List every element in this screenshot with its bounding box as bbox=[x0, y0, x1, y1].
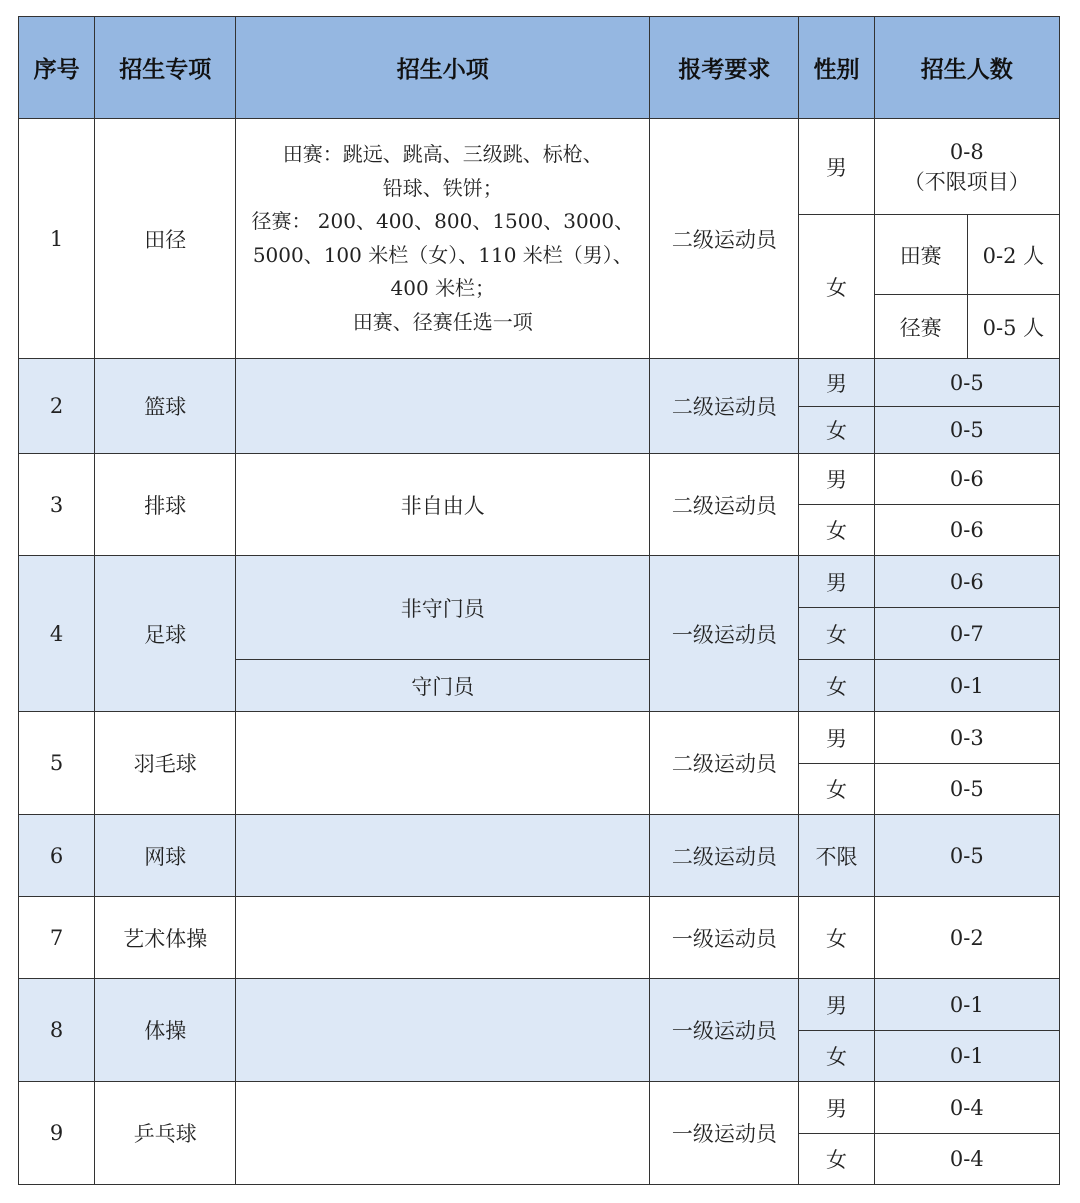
row-requirement: 一级运动员 bbox=[650, 979, 799, 1082]
row-sub-event: 田赛 bbox=[874, 215, 967, 295]
row-quota: 0-6 bbox=[874, 454, 1059, 505]
row-event bbox=[236, 359, 650, 454]
table-row bbox=[19, 359, 1060, 407]
row-quota: 0-5 bbox=[874, 407, 1059, 454]
row-event: 非守门员 bbox=[236, 556, 650, 660]
table-row bbox=[19, 119, 1060, 215]
row-gender: 男 bbox=[799, 119, 874, 215]
quota-value: 0-8 bbox=[949, 139, 984, 164]
row-requirement: 二级运动员 bbox=[650, 454, 799, 556]
event-line: 400 米栏； bbox=[390, 276, 496, 300]
table-row bbox=[19, 556, 1060, 608]
row-sport: 乒乓球 bbox=[95, 1082, 236, 1185]
row-requirement: 二级运动员 bbox=[650, 359, 799, 454]
row-gender: 女 bbox=[799, 407, 874, 454]
recruitment-table bbox=[18, 16, 1060, 1185]
row-gender: 女 bbox=[799, 1134, 874, 1185]
row-quota: 0-3 bbox=[874, 712, 1059, 764]
row-quota: 0-1 bbox=[874, 660, 1059, 712]
table-row bbox=[19, 712, 1060, 764]
row-gender: 男 bbox=[799, 359, 874, 407]
row-no: 5 bbox=[19, 712, 95, 815]
row-gender: 男 bbox=[799, 979, 874, 1031]
row-event bbox=[236, 815, 650, 897]
event-line: 铅球、铁饼； bbox=[382, 175, 503, 200]
row-event: 守门员 bbox=[236, 660, 650, 712]
row-requirement: 二级运动员 bbox=[650, 119, 799, 359]
row-gender: 男 bbox=[799, 454, 874, 505]
row-requirement: 二级运动员 bbox=[650, 815, 799, 897]
row-quota: 0-5 bbox=[874, 764, 1059, 815]
row-no: 6 bbox=[19, 815, 95, 897]
table-row bbox=[19, 815, 1060, 897]
row-gender: 女 bbox=[799, 215, 874, 359]
row-gender: 女 bbox=[799, 505, 874, 556]
table-row bbox=[19, 1082, 1060, 1134]
row-quota: 0-1 bbox=[874, 979, 1059, 1031]
row-event-detail bbox=[236, 119, 650, 359]
row-gender: 不限 bbox=[799, 815, 874, 897]
row-quota: 0-5 bbox=[874, 359, 1059, 407]
row-quota: 0-4 bbox=[874, 1134, 1059, 1185]
row-event bbox=[236, 979, 650, 1082]
row-quota: 0-1 bbox=[874, 1031, 1059, 1082]
row-no: 2 bbox=[19, 359, 95, 454]
row-no: 4 bbox=[19, 556, 95, 712]
row-event bbox=[236, 1082, 650, 1185]
row-sport: 田径 bbox=[95, 119, 236, 359]
row-sport: 羽毛球 bbox=[95, 712, 236, 815]
row-gender: 女 bbox=[799, 1031, 874, 1082]
event-line: 田赛：跳远、跳高、三级跳、标枪、 bbox=[282, 142, 603, 166]
row-sport: 艺术体操 bbox=[95, 897, 236, 979]
row-event bbox=[236, 712, 650, 815]
row-no: 9 bbox=[19, 1082, 95, 1185]
row-quota: 0-6 bbox=[874, 556, 1059, 608]
row-quota: 0-4 bbox=[874, 1082, 1059, 1134]
header-sport: 招生专项 bbox=[95, 17, 236, 119]
row-sub-event: 径赛 bbox=[874, 295, 967, 359]
row-no: 8 bbox=[19, 979, 95, 1082]
event-line: 田赛、径赛任选一项 bbox=[352, 309, 533, 334]
row-no: 3 bbox=[19, 454, 95, 556]
row-requirement: 二级运动员 bbox=[650, 712, 799, 815]
quota-note: （不限项目） bbox=[903, 169, 1030, 194]
row-quota: 0-5 人 bbox=[967, 295, 1059, 359]
header-no: 序号 bbox=[19, 17, 95, 119]
event-line: 径赛： 200、400、800、1500、3000、 bbox=[251, 209, 635, 233]
header-gender: 性别 bbox=[799, 17, 874, 119]
row-sport: 网球 bbox=[95, 815, 236, 897]
event-line: 5000、100 米栏（女）、110 米栏（男）、 bbox=[252, 242, 633, 267]
header-requirement: 报考要求 bbox=[650, 17, 799, 119]
row-quota: 0-6 bbox=[874, 505, 1059, 556]
row-no: 7 bbox=[19, 897, 95, 979]
row-gender: 女 bbox=[799, 660, 874, 712]
row-quota: 0-7 bbox=[874, 608, 1059, 660]
row-requirement: 一级运动员 bbox=[650, 556, 799, 712]
row-event: 非自由人 bbox=[236, 454, 650, 556]
row-sport: 排球 bbox=[95, 454, 236, 556]
row-gender: 女 bbox=[799, 764, 874, 815]
recruitment-table-container bbox=[18, 16, 1060, 1185]
table-row bbox=[19, 979, 1060, 1031]
row-sport: 足球 bbox=[95, 556, 236, 712]
row-quota: 0-5 bbox=[874, 815, 1059, 897]
row-gender: 女 bbox=[799, 608, 874, 660]
header-quota: 招生人数 bbox=[874, 17, 1059, 119]
row-requirement: 一级运动员 bbox=[650, 897, 799, 979]
row-sport: 篮球 bbox=[95, 359, 236, 454]
row-quota: 0-2 人 bbox=[967, 215, 1059, 295]
row-sport: 体操 bbox=[95, 979, 236, 1082]
row-quota: 0-2 bbox=[874, 897, 1059, 979]
row-gender: 男 bbox=[799, 712, 874, 764]
row-event bbox=[236, 897, 650, 979]
row-gender: 男 bbox=[799, 1082, 874, 1134]
table-row bbox=[19, 454, 1060, 505]
row-quota bbox=[874, 119, 1059, 215]
table-row bbox=[19, 897, 1060, 979]
row-gender: 男 bbox=[799, 556, 874, 608]
table-header-row bbox=[19, 17, 1060, 119]
row-no: 1 bbox=[19, 119, 95, 359]
header-event: 招生小项 bbox=[236, 17, 650, 119]
row-gender: 女 bbox=[799, 897, 874, 979]
row-requirement: 一级运动员 bbox=[650, 1082, 799, 1185]
